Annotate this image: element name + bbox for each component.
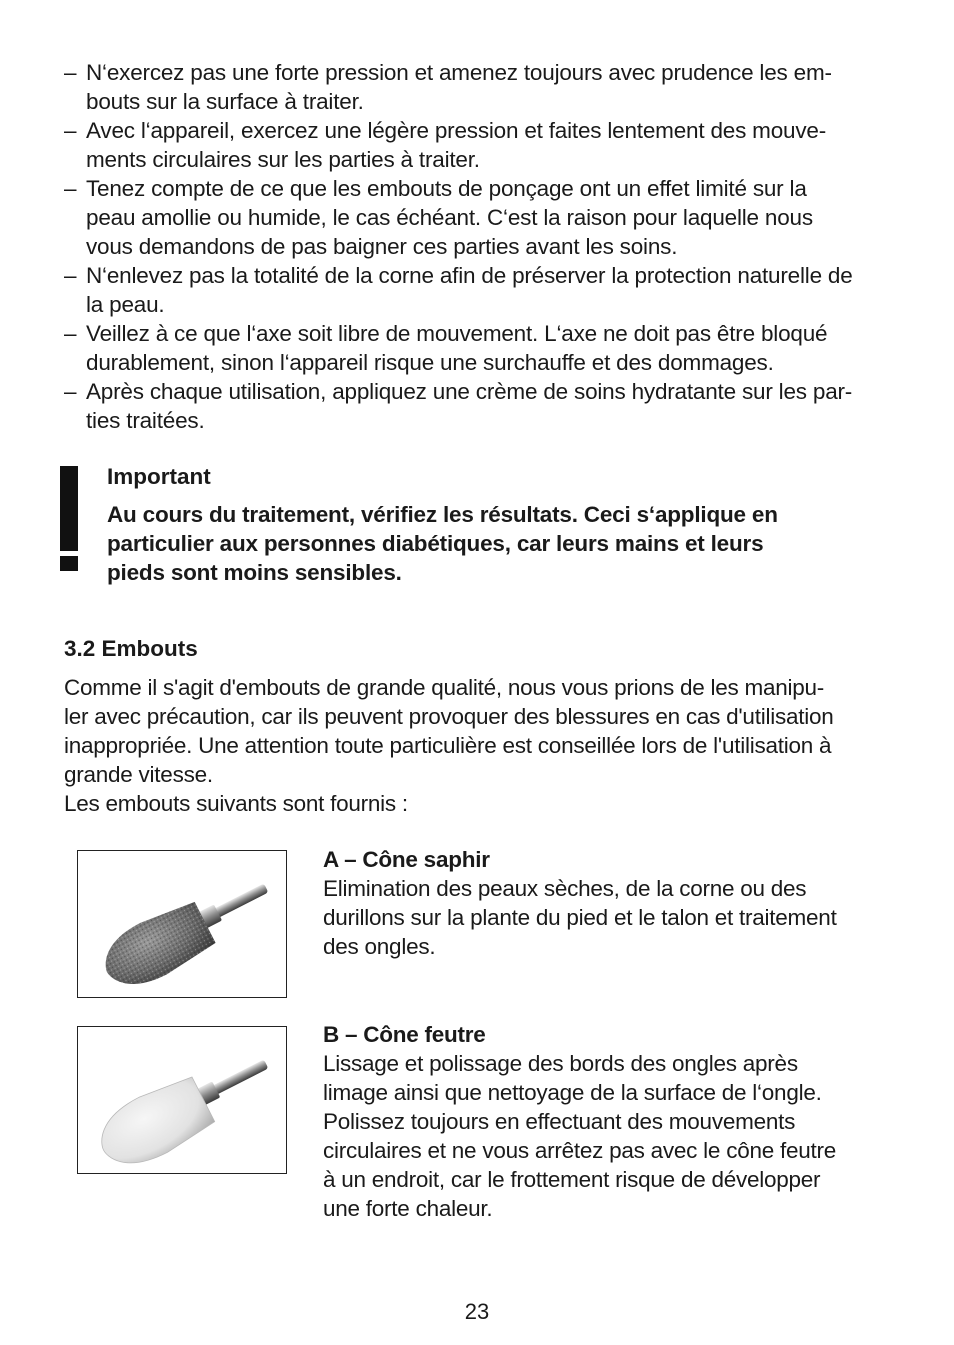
supplied-line: Les embouts suivants sont fournis : xyxy=(64,791,408,816)
list-item xyxy=(64,319,894,377)
exclamation-icon xyxy=(60,466,78,551)
dash-marker: – xyxy=(64,379,77,404)
dash-marker: – xyxy=(64,60,77,85)
sapphire-cone-image xyxy=(77,850,287,998)
list-item-text: N‘exercez pas une forte pression et amenez toujours avec prudence les em- bouts sur la surface à traiter. xyxy=(86,60,832,114)
felt-cone-image xyxy=(77,1026,287,1174)
instruction-list xyxy=(64,58,894,435)
item-felt-cone xyxy=(323,1020,883,1223)
list-item-text: Avec l‘appareil, exercez une légère pression et faites lentement des mouve- ments circulaires sur les parties à traiter. xyxy=(86,118,827,172)
section-intro xyxy=(64,673,894,818)
dash-marker: – xyxy=(64,118,77,143)
item-sapphire-cone xyxy=(323,845,883,961)
list-item xyxy=(64,58,894,116)
item-description: Lissage et polissage des bords des ongles après limage ainsi que nettoyage de la surface de l‘ongle. Polissez toujours en effectuant des mouvements circulaires et ne vous arrêtez pas avec le cône feutre à un endroit, car le frottement risque de développer une forte chaleur. xyxy=(323,1051,837,1221)
list-item-text: Veillez à ce que l‘axe soit libre de mouvement. L‘axe ne doit pas être bloqué durablement, sinon l‘appareil risque une surchauffe et des dommages. xyxy=(86,321,828,375)
dash-marker: – xyxy=(64,321,77,346)
list-item xyxy=(64,116,894,174)
important-notice xyxy=(58,462,888,592)
list-item xyxy=(64,377,894,435)
list-item xyxy=(64,174,894,261)
item-title: A – Cône saphir xyxy=(323,847,490,872)
item-description: Elimination des peaux sèches, de la corne ou des durillons sur la plante du pied et le talon et traitement des ongles. xyxy=(323,876,837,959)
list-item-text: N‘enlevez pas la totalité de la corne afin de préserver la protection naturelle de la peau. xyxy=(86,263,853,317)
intro-paragraph: Comme il s'agit d'embouts de grande qualité, nous vous prions de les manipu- ler avec précaution, car ils peuvent provoquer des blessures en cas d'utilisation inappropriée. Une attention toute particulière est conseillée lors de l'utilisation à grande vitesse. xyxy=(64,675,834,787)
notice-body: Au cours du traitement, vérifiez les résultats. Ceci s‘applique en particulier aux personnes diabétiques, car leurs mains et leurs pieds sont moins sensibles. xyxy=(107,502,778,585)
list-item-text: Après chaque utilisation, appliquez une crème de soins hydratante sur les par- ties traitées. xyxy=(86,379,853,433)
page-number: 23 xyxy=(464,1299,490,1324)
section-heading: 3.2 Embouts xyxy=(64,636,198,661)
item-title: B – Cône feutre xyxy=(323,1022,486,1047)
dash-marker: – xyxy=(64,263,77,288)
list-item-text: Tenez compte de ce que les embouts de ponçage ont un effet limité sur la peau amollie ou humide, le cas échéant. C‘est la raison pour laquelle nous vous demandons de pas baigner ces parties avant les soins. xyxy=(86,176,813,259)
dash-marker: – xyxy=(64,176,77,201)
exclamation-dot xyxy=(60,556,78,571)
list-item xyxy=(64,261,894,319)
notice-title: Important xyxy=(107,464,211,489)
